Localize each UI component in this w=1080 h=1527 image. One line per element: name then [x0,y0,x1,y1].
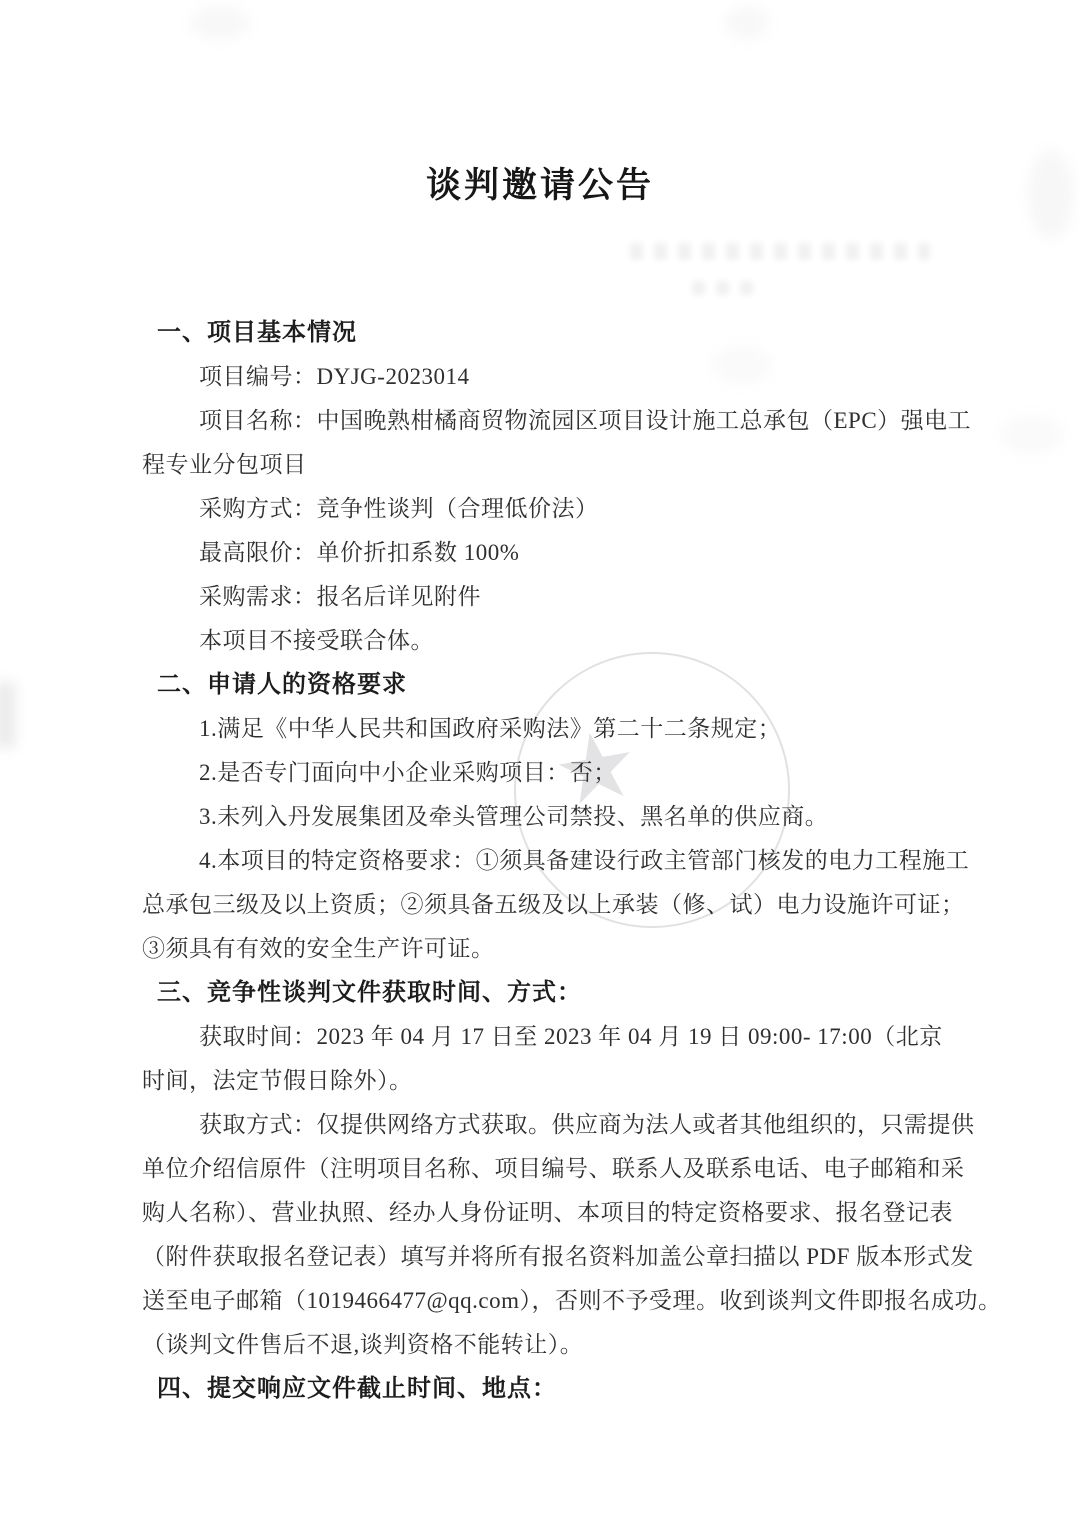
doc-line: （附件获取报名登记表）填写并将所有报名资料加盖公章扫描以 PDF 版本形式发 [142,1244,974,1269]
scan-smudge [0,682,16,748]
doc-line: 程专业分包项目 [142,452,307,477]
doc-line: （谈判文件售后不退,谈判资格不能转让）。 [142,1332,584,1357]
doc-line: 单位介绍信原件（注明项目名称、项目编号、联系人及联系电话、电子邮箱和采 [142,1156,965,1181]
doc-line-requirement-3: 3.未列入丹发展集团及牵头管理公司禁投、黑名单的供应商。 [199,804,829,829]
doc-line-requirement-1: 1.满足《中华人民共和国政府采购法》第二十二条规定； [199,716,782,741]
doc-line: 总承包三级及以上资质；②须具备五级及以上承装（修、试）电力设施许可证； [142,892,965,917]
section-heading-4: 四、提交响应文件截止时间、地点： [157,1375,557,1402]
section-heading-3: 三、竞争性谈判文件获取时间、方式： [157,979,582,1006]
section-heading-1: 一、项目基本情况 [157,319,357,346]
scan-smudge [1000,415,1064,455]
scan-smudge [725,6,769,40]
doc-line-project-number: 项目编号：DYJG-2023014 [199,364,470,389]
scan-smudge [190,6,250,40]
ink-bleed-through [692,281,762,295]
document-title: 谈判邀请公告 [425,166,654,205]
star-icon: ★ [545,707,648,830]
section-heading-2: 二、申请人的资格要求 [157,671,407,698]
doc-line-procurement-method: 采购方式：竞争性谈判（合理低价法） [199,496,599,521]
doc-line: ③须具有有效的安全生产许可证。 [142,936,495,961]
scan-smudge [1028,150,1074,240]
doc-line-requirement-4: 4.本项目的特定资格要求：①须具备建设行政主管部门核发的电力工程施工 [199,848,970,873]
doc-line-obtain-method: 获取方式：仅提供网络方式获取。供应商为法人或者其他组织的，只需提供 [199,1112,975,1137]
doc-line-requirement-2: 2.是否专门面向中小企业采购项目：否； [199,760,617,785]
doc-line: 时间，法定节假日除外）。 [142,1068,413,1093]
doc-line-project-name: 项目名称：中国晚熟柑橘商贸物流园区项目设计施工总承包（EPC）强电工 [199,408,972,433]
doc-line-email: 送至电子邮箱（1019466477@qq.com），否则不予受理。收到谈判文件即报名成功。 [142,1288,1002,1313]
doc-line-obtain-time: 获取时间：2023 年 04 月 17 日至 2023 年 04 月 19 日 09:00- 17:00（北京 [199,1024,943,1049]
document-body [142,311,1002,1411]
ink-bleed-through [630,243,930,260]
doc-line-price-limit: 最高限价：单价折扣系数 100% [199,540,520,565]
doc-line-procurement-demand: 采购需求：报名后详见附件 [199,584,481,609]
doc-line: 购人名称）、营业执照、经办人身份证明、本项目的特定资格要求、报名登记表 [142,1200,953,1225]
doc-line: 本项目不接受联合体。 [199,628,434,653]
